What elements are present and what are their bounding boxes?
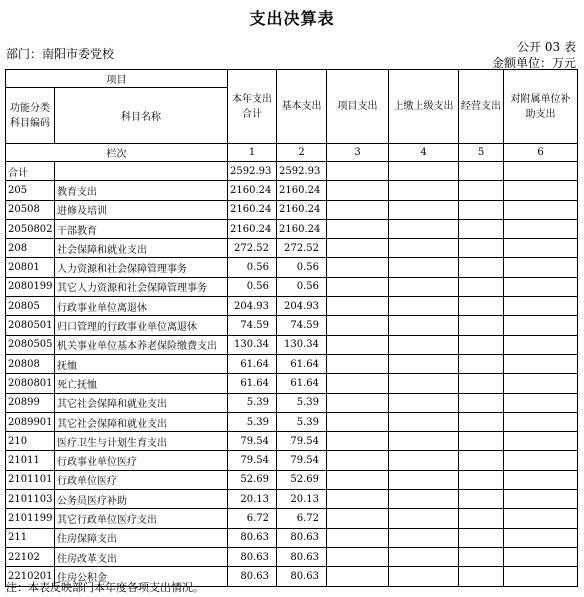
row-total-amount: 2160.24 xyxy=(228,181,277,200)
row-total-amount: 2592.93 xyxy=(228,162,277,181)
row-subsidiary-amount xyxy=(504,335,578,354)
row-subsidiary-amount xyxy=(504,470,578,489)
row-upper-amount xyxy=(389,470,459,489)
row-code: 2080505 xyxy=(6,335,55,354)
row-basic-amount: 2160.24 xyxy=(277,181,327,200)
row-upper-amount xyxy=(389,354,459,373)
row-project-amount xyxy=(327,490,389,509)
row-project-amount xyxy=(327,277,389,296)
row-subject-name: 行政单位医疗 xyxy=(55,470,228,489)
row-project-amount xyxy=(327,412,389,431)
row-subsidiary-amount xyxy=(504,567,578,586)
row-basic-amount: 79.54 xyxy=(277,451,327,470)
row-upper-amount xyxy=(389,219,459,238)
row-total-amount: 80.63 xyxy=(228,567,277,586)
row-project-amount xyxy=(327,451,389,470)
table-row xyxy=(6,335,578,354)
row-basic-amount: 0.56 xyxy=(277,258,327,277)
row-basic-amount: 5.39 xyxy=(277,412,327,431)
row-total-amount: 61.64 xyxy=(228,374,277,393)
row-basic-amount: 80.63 xyxy=(277,528,327,547)
header-col-subsidiary: 对附属单位补助支出 xyxy=(504,70,578,144)
row-basic-amount: 2160.24 xyxy=(277,219,327,238)
row-upper-amount xyxy=(389,567,459,586)
row-basic-amount: 79.54 xyxy=(277,432,327,451)
row-project-amount xyxy=(327,509,389,528)
row-project-amount xyxy=(327,239,389,258)
row-subject-name: 人力资源和社会保障管理事务 xyxy=(55,258,228,277)
row-subsidiary-amount xyxy=(504,316,578,335)
row-project-amount xyxy=(327,297,389,316)
table-row xyxy=(6,432,578,451)
table-row xyxy=(6,451,578,470)
row-subject-name xyxy=(55,162,228,181)
row-upper-amount xyxy=(389,547,459,566)
table-row xyxy=(6,219,578,238)
table-row xyxy=(6,316,578,335)
row-project-amount xyxy=(327,316,389,335)
row-subject-name: 死亡抚恤 xyxy=(55,374,228,393)
row-subject-name: 公务员医疗补助 xyxy=(55,490,228,509)
table-row xyxy=(6,258,578,277)
row-upper-amount xyxy=(389,239,459,258)
row-business-amount xyxy=(459,528,504,547)
row-project-amount xyxy=(327,354,389,373)
row-business-amount xyxy=(459,335,504,354)
row-basic-amount: 80.63 xyxy=(277,547,327,566)
row-subsidiary-amount xyxy=(504,432,578,451)
amount-unit: 金额单位：万元 xyxy=(491,56,576,70)
row-total-amount: 6.72 xyxy=(228,509,277,528)
row-upper-amount xyxy=(389,393,459,412)
row-subsidiary-amount xyxy=(504,162,578,181)
row-project-amount xyxy=(327,374,389,393)
row-business-amount xyxy=(459,567,504,586)
row-basic-amount: 80.63 xyxy=(277,567,327,586)
row-subject-name: 住房改革支出 xyxy=(55,547,228,566)
row-total-amount: 0.56 xyxy=(228,277,277,296)
table-row xyxy=(6,239,578,258)
row-project-amount xyxy=(327,393,389,412)
form-code: 公开 03 表 xyxy=(517,40,576,54)
header-subject-name: 科目名称 xyxy=(55,88,228,144)
row-basic-amount: 2160.24 xyxy=(277,200,327,219)
row-business-amount xyxy=(459,219,504,238)
row-business-amount xyxy=(459,509,504,528)
row-project-amount xyxy=(327,470,389,489)
row-basic-amount: 5.39 xyxy=(277,393,327,412)
table-row xyxy=(6,162,578,181)
row-subject-name: 住房公积金 xyxy=(55,567,228,586)
row-total-amount: 272.52 xyxy=(228,239,277,258)
row-subsidiary-amount xyxy=(504,490,578,509)
row-basic-amount: 61.64 xyxy=(277,374,327,393)
row-subsidiary-amount xyxy=(504,528,578,547)
footnote: 注：本表反映部门本年度各项支出情况。 xyxy=(6,581,204,594)
row-subsidiary-amount xyxy=(504,239,578,258)
header-col-upper: 上缴上级支出 xyxy=(389,70,459,144)
row-total-amount: 79.54 xyxy=(228,451,277,470)
row-total-amount: 74.59 xyxy=(228,316,277,335)
row-subject-name: 其它行政单位医疗支出 xyxy=(55,509,228,528)
row-project-amount xyxy=(327,335,389,354)
table-row xyxy=(6,354,578,373)
row-upper-amount xyxy=(389,490,459,509)
header-col-project: 项目支出 xyxy=(327,70,389,144)
row-code: 20805 xyxy=(6,297,55,316)
row-subsidiary-amount xyxy=(504,277,578,296)
row-code: 2101199 xyxy=(6,509,55,528)
row-code: 2089901 xyxy=(6,412,55,431)
row-subject-name: 医疗卫生与计划生育支出 xyxy=(55,432,228,451)
row-upper-amount xyxy=(389,528,459,547)
row-business-amount xyxy=(459,316,504,335)
row-upper-amount xyxy=(389,316,459,335)
row-code: 2101103 xyxy=(6,490,55,509)
row-business-amount xyxy=(459,547,504,566)
row-basic-amount: 204.93 xyxy=(277,297,327,316)
row-basic-amount: 6.72 xyxy=(277,509,327,528)
row-business-amount xyxy=(459,258,504,277)
header-row-index-label: 栏次 xyxy=(6,144,228,162)
row-subsidiary-amount xyxy=(504,258,578,277)
row-subject-name: 进修及培训 xyxy=(55,200,228,219)
col-num-3: 3 xyxy=(327,144,389,162)
row-total-amount: 2160.24 xyxy=(228,200,277,219)
col-num-6: 6 xyxy=(504,144,578,162)
row-project-amount xyxy=(327,528,389,547)
row-business-amount xyxy=(459,490,504,509)
row-business-amount xyxy=(459,374,504,393)
row-subject-name: 行政事业单位医疗 xyxy=(55,451,228,470)
row-subject-name: 其它社会保障和就业支出 xyxy=(55,393,228,412)
row-upper-amount xyxy=(389,451,459,470)
table-row xyxy=(6,277,578,296)
table-row xyxy=(6,490,578,509)
row-business-amount xyxy=(459,239,504,258)
row-total-amount: 79.54 xyxy=(228,432,277,451)
row-subject-name: 行政事业单位离退休 xyxy=(55,297,228,316)
row-code: 211 xyxy=(6,528,55,547)
row-project-amount xyxy=(327,258,389,277)
row-subject-name: 抚恤 xyxy=(55,354,228,373)
col-num-1: 1 xyxy=(228,144,277,162)
row-basic-amount: 61.64 xyxy=(277,354,327,373)
row-upper-amount xyxy=(389,412,459,431)
col-num-4: 4 xyxy=(389,144,459,162)
row-total-amount: 2160.24 xyxy=(228,219,277,238)
col-num-5: 5 xyxy=(459,144,504,162)
page-title: 支出决算表 xyxy=(249,9,335,28)
row-subject-name: 住房保障支出 xyxy=(55,528,228,547)
table-row xyxy=(6,509,578,528)
row-project-amount xyxy=(327,219,389,238)
row-subject-name: 教育支出 xyxy=(55,181,228,200)
row-business-amount xyxy=(459,200,504,219)
row-code: 20899 xyxy=(6,393,55,412)
row-subsidiary-amount xyxy=(504,200,578,219)
row-total-amount: 5.39 xyxy=(228,412,277,431)
row-code: 205 xyxy=(6,181,55,200)
expenditure-table xyxy=(5,69,578,587)
row-code: 2080501 xyxy=(6,316,55,335)
table-row xyxy=(6,374,578,393)
row-business-amount xyxy=(459,451,504,470)
row-total-amount: 80.63 xyxy=(228,528,277,547)
row-subsidiary-amount xyxy=(504,297,578,316)
row-total-amount: 61.64 xyxy=(228,354,277,373)
table-row xyxy=(6,200,578,219)
row-business-amount xyxy=(459,162,504,181)
row-code: 合计 xyxy=(6,162,55,181)
row-basic-amount: 130.34 xyxy=(277,335,327,354)
row-total-amount: 130.34 xyxy=(228,335,277,354)
row-total-amount: 204.93 xyxy=(228,297,277,316)
row-basic-amount: 20.13 xyxy=(277,490,327,509)
row-subsidiary-amount xyxy=(504,374,578,393)
row-subject-name: 其它社会保障和就业支出 xyxy=(55,412,228,431)
row-subsidiary-amount xyxy=(504,412,578,431)
row-code: 20508 xyxy=(6,200,55,219)
row-subject-name: 社会保障和就业支出 xyxy=(55,239,228,258)
table-row xyxy=(6,412,578,431)
table-row xyxy=(6,547,578,566)
table-row xyxy=(6,297,578,316)
row-code: 208 xyxy=(6,239,55,258)
row-subsidiary-amount xyxy=(504,451,578,470)
row-upper-amount xyxy=(389,297,459,316)
row-subsidiary-amount xyxy=(504,393,578,412)
row-code: 210 xyxy=(6,432,55,451)
table-row xyxy=(6,181,578,200)
row-subsidiary-amount xyxy=(504,509,578,528)
table-row xyxy=(6,393,578,412)
row-basic-amount: 52.69 xyxy=(277,470,327,489)
row-code: 2080801 xyxy=(6,374,55,393)
row-project-amount xyxy=(327,181,389,200)
header-col-business: 经营支出 xyxy=(459,70,504,144)
row-upper-amount xyxy=(389,181,459,200)
row-business-amount xyxy=(459,181,504,200)
row-subject-name: 干部教育 xyxy=(55,219,228,238)
row-total-amount: 20.13 xyxy=(228,490,277,509)
row-code: 20801 xyxy=(6,258,55,277)
row-total-amount: 5.39 xyxy=(228,393,277,412)
row-total-amount: 80.63 xyxy=(228,547,277,566)
row-basic-amount: 272.52 xyxy=(277,239,327,258)
row-subject-name: 归口管理的行政事业单位离退休 xyxy=(55,316,228,335)
row-code: 2210201 xyxy=(6,567,55,586)
row-upper-amount xyxy=(389,258,459,277)
table-row xyxy=(6,470,578,489)
row-subject-name: 其它人力资源和社会保障管理事务 xyxy=(55,277,228,296)
header-col-basic: 基本支出 xyxy=(277,70,327,144)
row-project-amount xyxy=(327,162,389,181)
row-upper-amount xyxy=(389,432,459,451)
row-subsidiary-amount xyxy=(504,181,578,200)
row-business-amount xyxy=(459,412,504,431)
row-subsidiary-amount xyxy=(504,219,578,238)
header-func-code: 功能分类科目编码 xyxy=(6,88,55,144)
row-code: 2101101 xyxy=(6,470,55,489)
row-subsidiary-amount xyxy=(504,547,578,566)
row-business-amount xyxy=(459,297,504,316)
row-project-amount xyxy=(327,432,389,451)
row-upper-amount xyxy=(389,277,459,296)
row-basic-amount: 2592.93 xyxy=(277,162,327,181)
row-upper-amount xyxy=(389,200,459,219)
row-code: 2080199 xyxy=(6,277,55,296)
row-upper-amount xyxy=(389,509,459,528)
table-row xyxy=(6,528,578,547)
row-code: 22102 xyxy=(6,547,55,566)
row-project-amount xyxy=(327,200,389,219)
row-total-amount: 0.56 xyxy=(228,258,277,277)
row-business-amount xyxy=(459,432,504,451)
row-code: 20808 xyxy=(6,354,55,373)
row-code: 2050802 xyxy=(6,219,55,238)
row-upper-amount xyxy=(389,335,459,354)
row-total-amount: 52.69 xyxy=(228,470,277,489)
row-upper-amount xyxy=(389,162,459,181)
row-project-amount xyxy=(327,547,389,566)
row-project-amount xyxy=(327,567,389,586)
row-business-amount xyxy=(459,393,504,412)
row-business-amount xyxy=(459,277,504,296)
header-item: 项目 xyxy=(6,70,228,88)
department-label: 部门：南阳市委党校 xyxy=(6,47,115,61)
row-subject-name: 机关事业单位基本养老保险缴费支出 xyxy=(55,335,228,354)
row-basic-amount: 0.56 xyxy=(277,277,327,296)
row-business-amount xyxy=(459,470,504,489)
col-num-2: 2 xyxy=(277,144,327,162)
row-business-amount xyxy=(459,354,504,373)
header-col-total: 本年支出合计 xyxy=(228,70,277,144)
row-basic-amount: 74.59 xyxy=(277,316,327,335)
row-subsidiary-amount xyxy=(504,354,578,373)
row-code: 21011 xyxy=(6,451,55,470)
row-upper-amount xyxy=(389,374,459,393)
